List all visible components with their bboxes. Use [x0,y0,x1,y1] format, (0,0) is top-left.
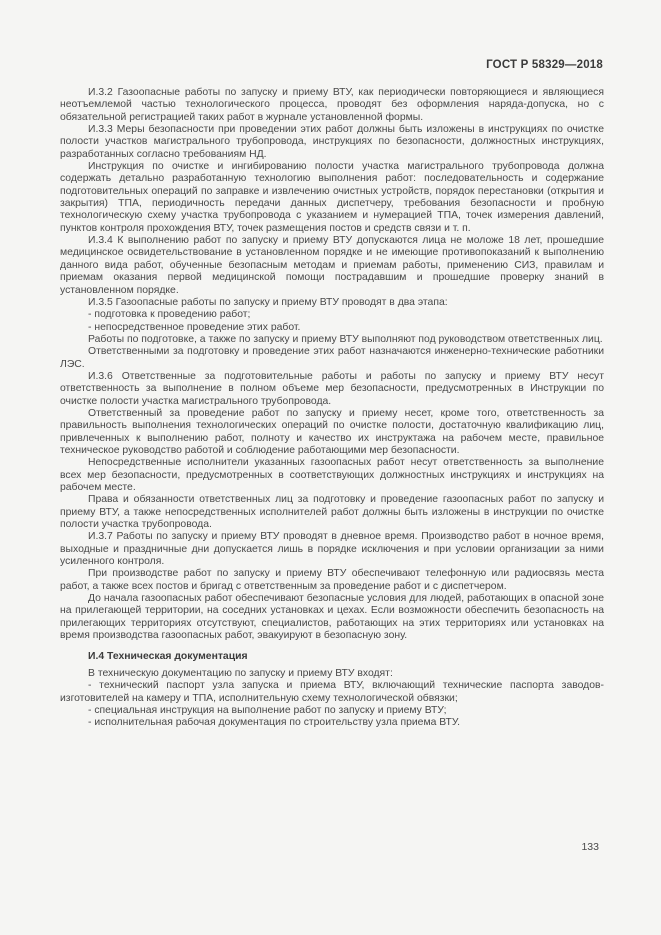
paragraph: И.3.2 Газоопасные работы по запуску и приему ВТУ, как периодически повторяющиеся и являющиеся неотъемлемой частью технологического процесса, проводят без оформления наряда-допуска, но с обязательной регистрацией таких работ в журнале установленной формы. [60,87,604,123]
page-number: 133 [581,841,599,853]
paragraph: И.3.6 Ответственные за подготовительные работы и работы по запуску и приему ВТУ несут ответственность за выполнение в полном объеме мер безопасности, предусмотренных в Инструкции по очистке полости участка магистрального трубопровода. [60,370,604,407]
document-body [60,87,604,730]
list-item: - исполнительная рабочая документация по строительству узла приема ВТУ. [88,717,460,729]
list-item: - подготовка к проведению работ; [88,309,251,321]
paragraph: Ответственными за подготовку и проведение этих работ назначаются инженерно-технические работники ЛЭС. [60,346,604,370]
section-heading: И.4 Техническая документация [88,651,248,663]
paragraph: Ответственный за проведение работ по запуску и приему несет, кроме того, ответственность за правильность выполнения технологических операций по очистке полости, достаточную квалификацию лиц, привлеченных к выполнению работ, полноту и качество их инструктажа на рабочем месте, правильное техническое руководство работой и соблюдение работающими мер безопасности. [60,407,604,456]
paragraph: В техническую документацию по запуску и приему ВТУ входят: [88,667,393,679]
paragraph: И.3.7 Работы по запуску и приему ВТУ проводят в дневное время. Производство работ в ночное время, выходные и праздничные дни допускается лишь в порядке исключения и при условии организации за ними усиленного контроля. [60,531,604,568]
paragraph: Непосредственные исполнители указанных газоопасных работ несут ответственность за выполнение всех мер безопасности, предусмотренных в соответствующих должностных инструкциях и инструкциях на рабочем месте. [60,457,604,493]
paragraph: При производстве работ по запуску и приему ВТУ обеспечивают телефонную или радиосвязь места работ, а также всех постов и бригад с ответственным за проведение работ и с диспетчером. [60,568,604,592]
list-item: - непосредственное проведение этих работ. [88,321,301,333]
paragraph: И.3.5 Газоопасные работы по запуску и приему ВТУ проводят в два этапа: [88,296,448,308]
paragraph: Инструкция по очистке и ингибированию полости участка магистрального трубопровода должна содержать детально разработанную технологию выполнения работ: последовательность и содержание подготовительных операций по заправке и извлечению очистных устройств, порядок перестановки (открытия и закрытия) ТПА, периодичность передачи данных диспетчеру, требования безопасности и пробную технологическую схему участка трубопровода с указанием и нумерацией ТПА, точек измерения давлений, пунктов контроля прохождения ВТУ, точек размещения постов и средств связи и т. п. [60,161,604,234]
standard-number-header: ГОСТ Р 58329—2018 [486,59,603,71]
list-item: - специальная инструкция на выполнение работ по запуску и приему ВТУ; [88,704,447,716]
paragraph: До начала газоопасных работ обеспечивают безопасные условия для людей, работающих в опасной зоне на прилегающей территории, на соседних установках и цехах. Если возможности обеспечить безопасность на прилегающих территориях отсутствуют, специалистов, работающих на этих территориях или установках на время производства газоопасных работ, эвакуируют в безопасную зону. [60,593,604,642]
paragraph: Права и обязанности ответственных лиц за подготовку и проведение газоопасных работ по запуску и приему ВТУ, а также непосредственных исполнителей работ должны быть изложены в инструкции по очистке полости участка трубопровода. [60,494,604,531]
paragraph: Работы по подготовке, а также по запуску и приему ВТУ выполняют под руководством ответственных лиц. [88,333,603,345]
paragraph: И.3.3 Меры безопасности при проведении этих работ должны быть изложены в инструкциях по очистке полости участков магистрального трубопровода, инструкциях по безопасности, должностных инструкциях, разработанных согласно требованиям НД. [60,124,604,160]
list-item: - технический паспорт узла запуска и приема ВТУ, включающий технические паспорта заводов-изготовителей на камеру и ТПА, исполнительную схему технологической обвязки; [60,680,604,704]
paragraph: И.3.4 К выполнению работ по запуску и приему ВТУ допускаются лица не моложе 18 лет, прошедшие медицинское освидетельствование в установленном порядке и не имеющие противопоказаний к выполнению данного вида работ, обученные безопасным методам и приемам работы, применению СИЗ, правилам и приемам оказания первой медицинской помощи пострадавшим и прошедшие проверку знаний в установленном порядке. [60,235,604,296]
